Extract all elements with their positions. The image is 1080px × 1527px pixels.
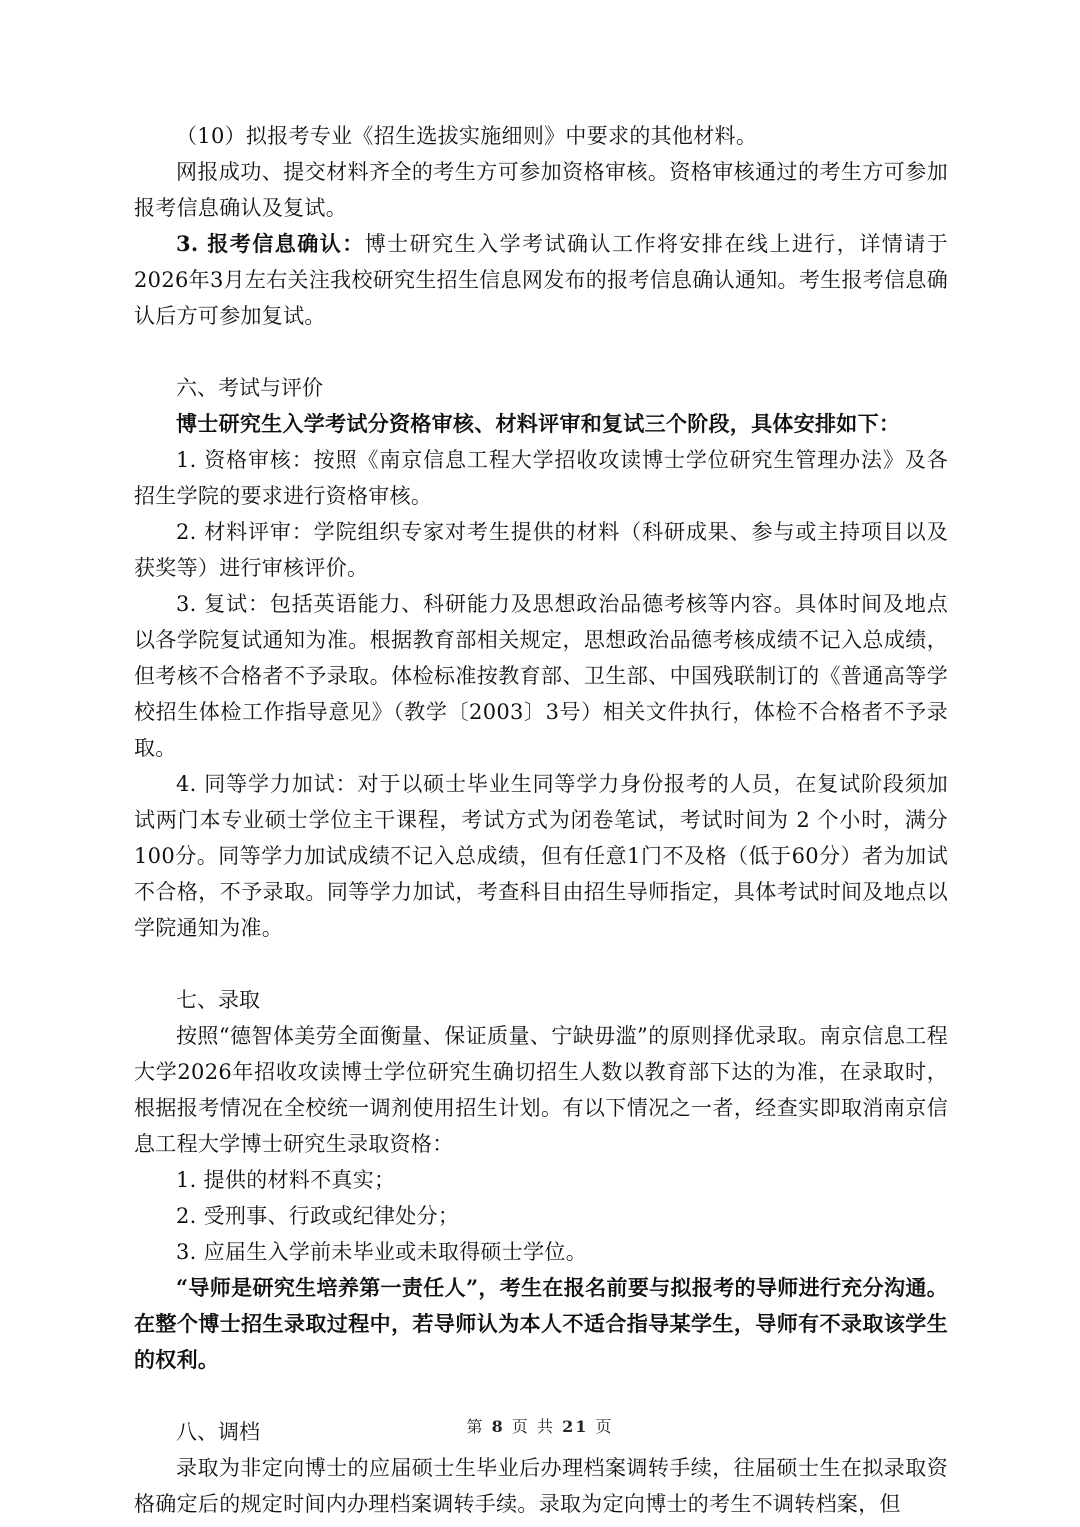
paragraph-exam-step-2: 2. 材料评审：学院组织专家对考生提供的材料（科研成果、参与或主持项目以及获奖等）进行审核评价。 (134, 520, 948, 580)
section-heading-file-transfer: 八、调档 (176, 1420, 260, 1444)
paragraph-admission-item-2: 2. 受刑事、行政或纪律处分； (176, 1204, 460, 1228)
paragraph-exam-step-1: 1. 资格审核：按照《南京信息工程大学招收攻读博士学位研究生管理办法》及各招生学院的要求进行资格审核。 (134, 448, 948, 508)
page-footer (0, 1414, 1080, 1437)
info-confirmation-body: 博士研究生入学考试确认工作将安排在线上进行，详情请于2026年3月左右关注我校研究生招生信息网发布的报考信息确认通知。考生报考信息确认后方可参加复试。 (134, 232, 948, 328)
document-page (134, 118, 948, 1522)
footer-page-number: 8 (491, 1417, 505, 1436)
paragraph-admission-item-1: 1. 提供的材料不真实； (176, 1168, 396, 1192)
section-gap (134, 334, 948, 370)
footer-total-pages: 21 (562, 1417, 589, 1436)
paragraph-file-transfer: 录取为非定向博士的应届硕士生毕业后办理档案调转手续，往届硕士生在拟录取资格确定后的规定时间内办理档案调转手续。录取为定向博士的考生不调转档案，但 (134, 1456, 948, 1516)
paragraph-advisor-responsibility: “导师是研究生培养第一责任人”，考生在报名前要与拟报考的导师进行充分沟通。在整个博士招生录取过程中，若导师认为本人不适合指导某学生，导师有不录取该学生的权利。 (134, 1275, 948, 1372)
paragraph-admission-item-3: 3. 应届生入学前未毕业或未取得硕士学位。 (176, 1240, 588, 1264)
paragraph-exam-intro: 博士研究生入学考试分资格审核、材料评审和复试三个阶段，具体安排如下： (176, 411, 901, 436)
paragraph-admission-intro: 按照“德智体美劳全面衡量、保证质量、宁缺毋滥”的原则择优录取。南京信息工程大学2026年招收攻读博士学位研究生确切招生人数以教育部下达的为准，在录取时，根据报考情况在全校统一调剂使用招生计划。有以下情况之一者，经查实即取消南京信息工程大学博士研究生录取资格： (134, 1024, 948, 1156)
footer-prefix: 第 (466, 1417, 485, 1436)
info-confirmation-lead: 3. 报考信息确认： (176, 231, 365, 256)
footer-middle: 页 共 (511, 1417, 555, 1436)
section-gap (134, 1378, 948, 1414)
section-heading-admission: 七、录取 (176, 988, 260, 1012)
section-heading-exam: 六、考试与评价 (176, 376, 323, 400)
paragraph-exam-step-4: 4. 同等学力加试：对于以硕士毕业生同等学力身份报考的人员，在复试阶段须加试两门本专业硕士学位主干课程，考试方式为闭卷笔试，考试时间为 2 个小时，满分100分。同等学力加试成绩不记入总成绩，但有任意1门不及格（低于60分）者为加试不合格，不予录取。同等学力加试，考查科目由招生导师指定，具体考试时间及地点以学院通知为准。 (134, 772, 948, 940)
paragraph-qualification-review: 网报成功、提交材料齐全的考生方可参加资格审核。资格审核通过的考生方可参加报考信息确认及复试。 (134, 160, 948, 220)
paragraph-info-confirmation (134, 226, 948, 334)
paragraph-materials-item-10: （10）拟报考专业《招生选拔实施细则》中要求的其他材料。 (176, 124, 758, 148)
section-gap (134, 946, 948, 982)
paragraph-exam-step-3: 3. 复试：包括英语能力、科研能力及思想政治品德考核等内容。具体时间及地点以各学院复试通知为准。根据教育部相关规定，思想政治品德考核成绩不记入总成绩，但考核不合格者不予录取。体检标准按教育部、卫生部、中国残联制订的《普通高等学校招生体检工作指导意见》（教学〔2003〕3号）相关文件执行，体检不合格者不予录取。 (134, 592, 948, 760)
footer-suffix: 页 (595, 1417, 614, 1436)
